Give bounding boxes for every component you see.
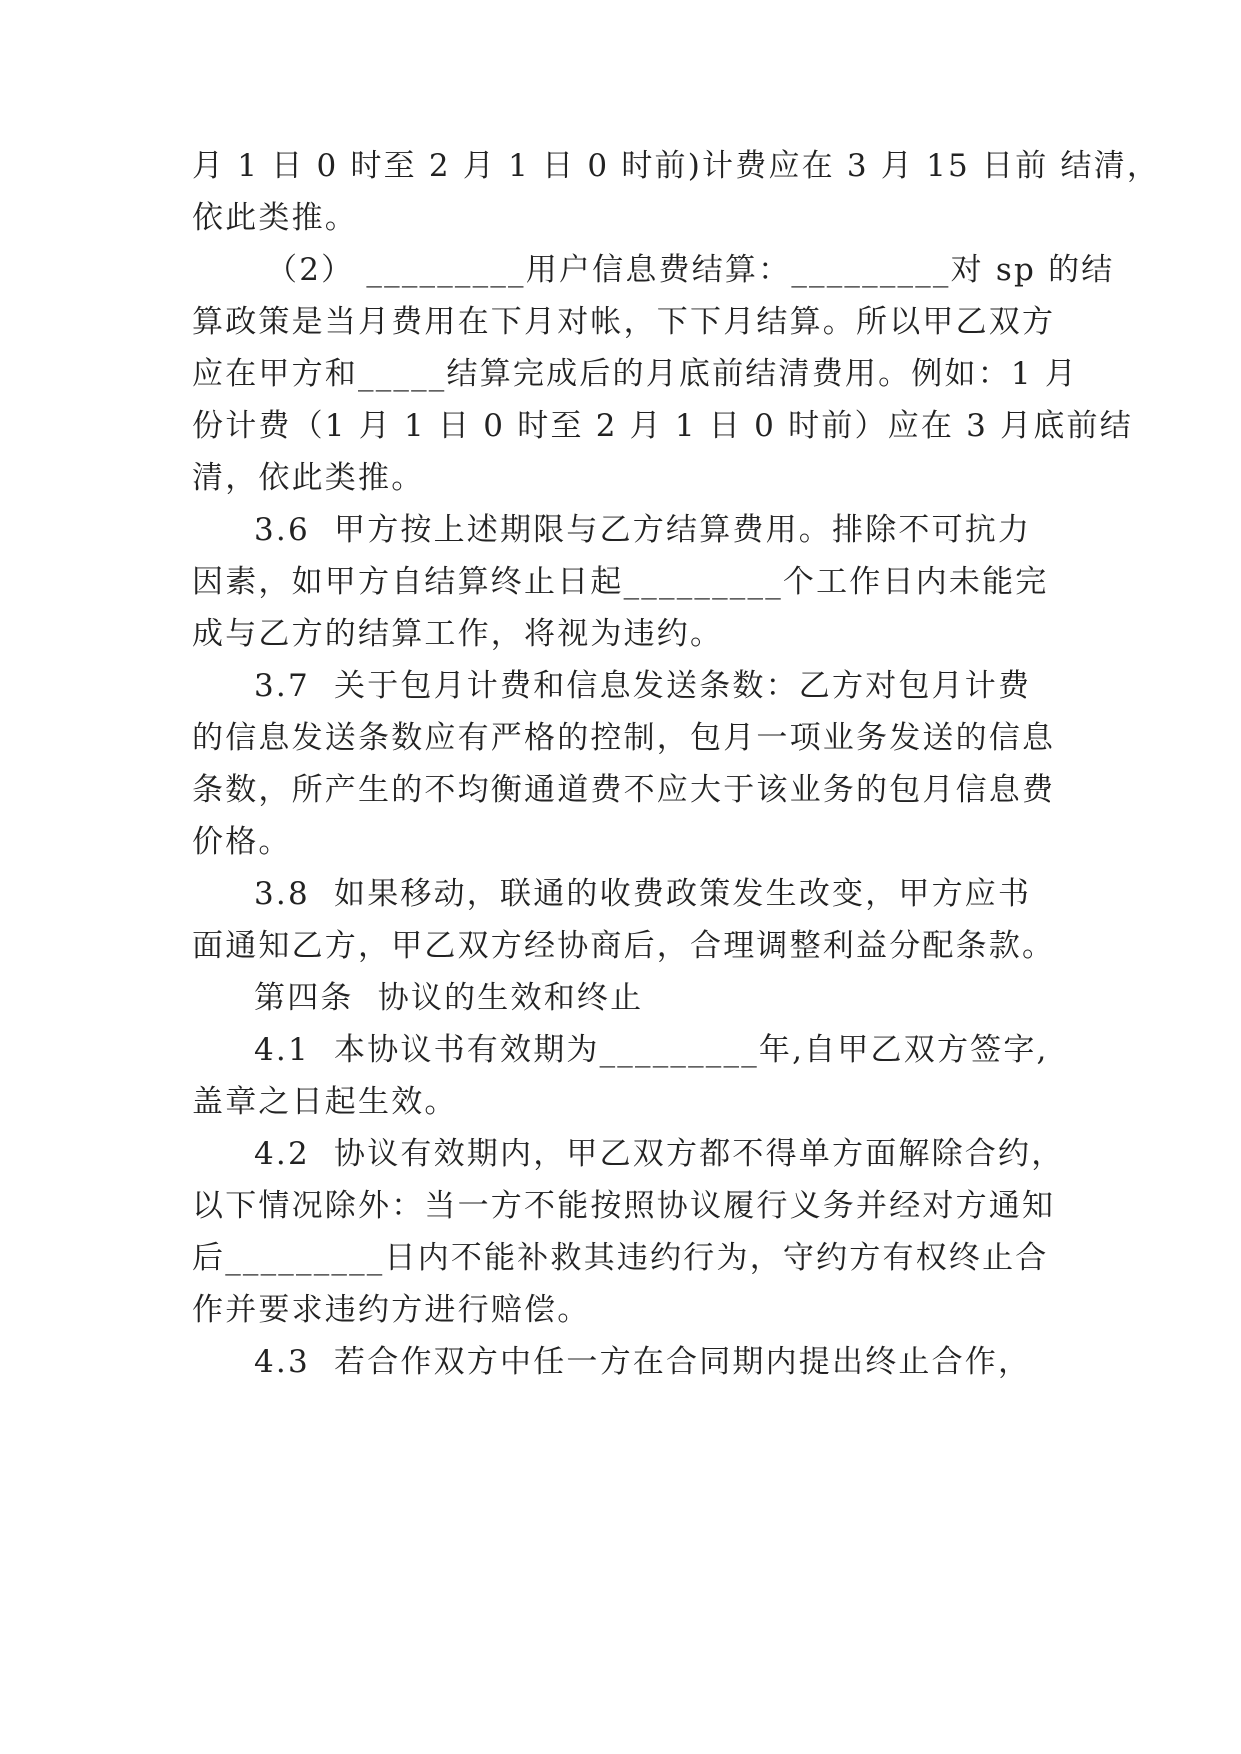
- text-line: 月 1 日 0 时至 2 月 1 日 0 时前)计费应在 3 月 15 日前 结清，: [192, 148, 1161, 184]
- text-line: 3.7 关于包月计费和信息发送条数：乙方对包月计费: [254, 668, 1032, 704]
- text-line: 成与乙方的结算工作，将视为违约。: [192, 616, 724, 652]
- text-line: 价格。: [192, 824, 292, 860]
- text-line: 4.2 协议有效期内，甲乙双方都不得单方面解除合约，: [254, 1136, 1065, 1172]
- text-line: 因素，如甲方自结算终止日起_________个工作日内未能完: [192, 564, 1049, 600]
- text-line: 面通知乙方，甲乙双方经协商后，合理调整利益分配条款。: [192, 928, 1056, 964]
- text-line: 的信息发送条数应有严格的控制，包月一项业务发送的信息: [192, 720, 1056, 756]
- text-line: 3.6 甲方按上述期限与乙方结算费用。排除不可抗力: [254, 512, 1032, 548]
- text-line: （2） _________用户信息费结算：_________对 sp 的结: [254, 252, 1115, 288]
- text-line: 算政策是当月费用在下月对帐，下下月结算。所以甲乙双方: [192, 304, 1056, 340]
- text-line: 3.8 如果移动，联通的收费政策发生改变，甲方应书: [254, 876, 1032, 912]
- text-line: 份计费（1 月 1 日 0 时至 2 月 1 日 0 时前）应在 3 月底前结: [192, 408, 1133, 444]
- text-line: 以下情况除外：当一方不能按照协议履行义务并经对方通知: [192, 1188, 1056, 1224]
- text-line: 4.1 本协议书有效期为_________年,自甲乙双方签字,: [254, 1032, 1049, 1068]
- text-line: 后_________日内不能补救其违约行为，守约方有权终止合: [192, 1240, 1049, 1276]
- text-line: 4.3 若合作双方中任一方在合同期内提出终止合作，: [254, 1344, 1032, 1380]
- text-line: 盖章之日起生效。: [192, 1084, 458, 1120]
- text-line: 依此类推。: [192, 200, 358, 236]
- text-line: 条数，所产生的不均衡通道费不应大于该业务的包月信息费: [192, 772, 1056, 808]
- text-line: 清，依此类推。: [192, 460, 425, 496]
- section-heading: 第四条 协议的生效和终止: [254, 980, 644, 1016]
- text-line: 作并要求违约方进行赔偿。: [192, 1292, 591, 1328]
- text-line: 应在甲方和_____结算完成后的月底前结清费用。例如：1 月: [192, 356, 1079, 392]
